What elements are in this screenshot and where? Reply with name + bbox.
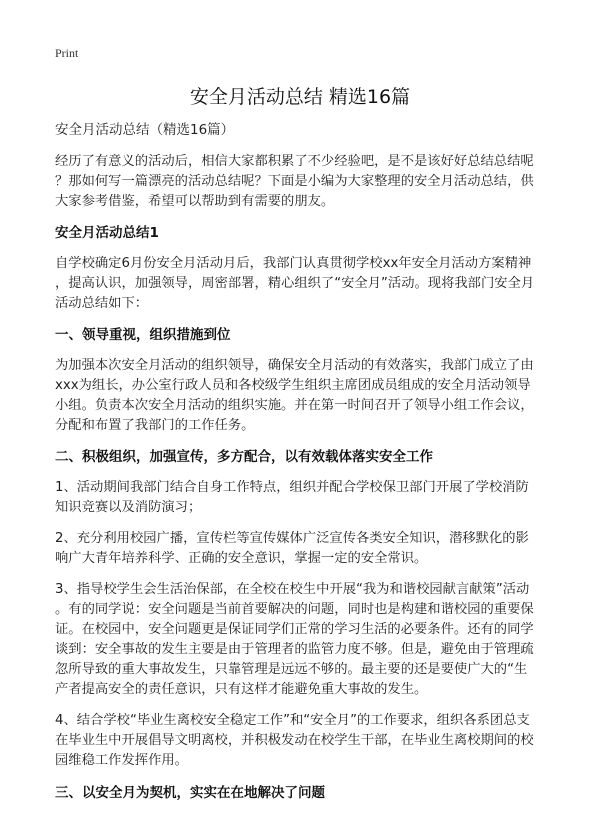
document-title: 安全月活动总结 精选16篇 (189, 86, 411, 108)
text-line: 分配和布置了我部门的工作任务。 (55, 418, 255, 433)
text-line: 响广大青年培养科学、正确的安全意识，掌握一定的安全常识。 (55, 551, 428, 566)
heading-2: 二、积极组织，加强宣传，多方配合，以有效载体落实安全工作 (55, 449, 433, 465)
text-line: xxx为组长，办公室行政人员和各校级学生组织主席团成员组成的安全月活动领导 (55, 378, 531, 393)
heading-1-paragraph (55, 356, 555, 436)
text-line: 证。在校园中，安全问题更是保证同学们正常的学习生活的必要条件。还有的同学 (55, 622, 534, 637)
text-line: 4、结合学校“毕业生离校安全稳定工作”和“安全月”的工作要求，组织各系团总支 (55, 713, 530, 728)
heading-1: 一、领导重视，组织措施到位 (55, 327, 231, 343)
text-line: ，提高认识，加强领导，周密部署，精心组织了“安全月”活动。现将我部门安全月 (55, 276, 535, 291)
list-item (55, 529, 555, 569)
section-intro-paragraph (55, 254, 555, 314)
section-title: 安全月活动总结1 (55, 225, 159, 241)
text-line: 3、指导校学生会生活治保部，在全校在校生中开展“我为和谐校园献言献策”活动 (55, 582, 530, 597)
list-item (55, 580, 555, 700)
text-line: 产者提高安全的责任意识，只有这样才能避免重大事故的发生。 (55, 682, 428, 697)
intro-paragraph (55, 152, 555, 212)
text-line: 知识竞赛以及消防演习； (55, 500, 202, 515)
text-line: 谈到：安全事故的发生主要是由于管理者的监管力度不够。但是，避免由于管理疏 (55, 642, 534, 657)
document-subtitle: 安全月活动总结（精选16篇） (55, 122, 235, 138)
text-line: 活动总结如下： (55, 296, 149, 311)
text-line: 小组。负责本次安全月活动的组织实施。并在第一时间召开了领导小组工作会议， (55, 398, 534, 413)
text-line: 。有的同学说：安全问题是当前首要解决的问题，同时也是构建和谐校园的重要保 (55, 602, 534, 617)
text-line: 忽所导致的重大事故发生，只靠管理是远远不够的。最主要的还是要使广大的“生 (55, 662, 528, 677)
text-line: 1、活动期间我部门结合自身工作特点，组织并配合学校保卫部门开展了学校消防 (55, 480, 529, 495)
text-line: 在毕业生中开展倡导文明离校，并积极发动在校学生干部，在毕业生离校期间的校 (55, 733, 534, 748)
list-item (55, 478, 555, 518)
text-line: 经历了有意义的活动后，相信大家都积累了不少经验吧，是不是该好好总结总结呢 (55, 154, 534, 169)
text-line: ？那如何写一篇漂亮的活动总结呢？下面是小编为大家整理的安全月活动总结，供 (55, 174, 534, 189)
list-item (55, 711, 555, 771)
document-body (55, 120, 555, 814)
print-label[interactable]: Print (55, 46, 79, 60)
text-line: 大家参考借鉴，希望可以帮助到有需要的朋友。 (55, 194, 335, 209)
text-line: 2、充分利用校园广播，宣传栏等宣传媒体广泛宣传各类安全知识，潜移默化的影 (55, 531, 529, 546)
text-line: 自学校确定6月份安全月活动月后，我部门认真贯彻学校xx年安全月活动方案精神 (55, 256, 532, 271)
heading-3: 三、以安全月为契机，实实在在地解决了问题 (55, 785, 325, 801)
text-line: 为加强本次安全月活动的组织领导，确保安全月活动的有效落实，我部门成立了由 (55, 358, 534, 373)
text-line: 园维稳工作发挥作用。 (55, 753, 188, 768)
